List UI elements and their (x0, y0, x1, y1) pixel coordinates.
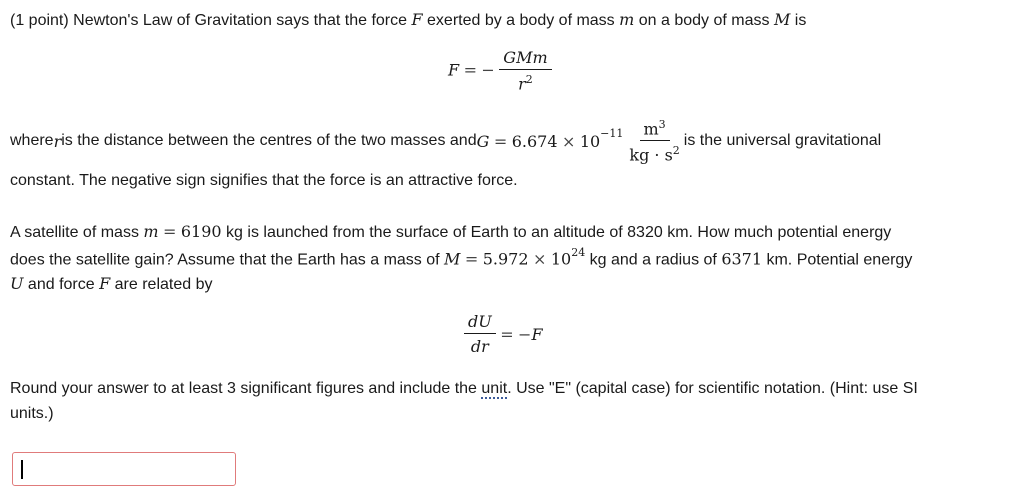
earth-mass-value: 5.972 (482, 249, 529, 269)
intro-text: (1 point) Newton's Law of Gravitation says that the force F exerted by a body of mass m on a body of mass M is (10, 10, 807, 29)
math-G: G (476, 131, 490, 151)
formula-denominator: r (518, 74, 526, 94)
constant-line: constant. The negative sign signifies that the force is an attractive force. (10, 172, 518, 189)
potential-force-formula: $\frac{dU}{dr}$ = − F (464, 312, 543, 356)
formula-numerator: GMm (499, 48, 551, 70)
math-F: F (411, 10, 423, 29)
where-line: where r is the distance between the centres of the two masses and G = 6.674 × 10 $^{-11}$ $\frac{m^3}{kg \cdot s^2}$ is the universal gravitational (10, 118, 882, 165)
unit-help-link[interactable]: unit (481, 380, 508, 397)
gravitation-formula (448, 48, 552, 94)
G-unit-fraction: $\frac{m^3}{kg \cdot s^2}$ (629, 118, 680, 165)
math-m: m (619, 10, 635, 29)
earth-radius: 6371 (721, 249, 763, 269)
derivative-fraction: $\frac{dU}{dr}$ (464, 312, 496, 356)
instructions-line-1: Round your answer to at least 3 significant figures and include the unit. Use "E" (capital case) for scientific notation. (Hint: use SI (10, 380, 918, 397)
problem-line-3: U and force F are related by (10, 274, 213, 293)
formula-fraction: $\frac{\text{GMm}}{r^2}$ (499, 48, 551, 94)
math-M: M (773, 10, 791, 29)
text-caret (21, 460, 23, 479)
formula-equals: = (463, 60, 477, 80)
problem-line-2: does the satellite gain? Assume that the Earth has a mass of $M = 5.972 \times 10^{24}$ kg and a radius of 6371 km. Potential energy (10, 246, 913, 269)
formula-minus: − (481, 60, 495, 80)
formula-lhs: F (448, 60, 460, 80)
problem-line-1: A satellite of mass m = 6190 kg is launched from the surface of Earth to an altitude of 8320 km. How much potential energy (10, 222, 892, 241)
G-value: 6.674 (511, 131, 558, 151)
satellite-mass: 6190 (180, 222, 222, 241)
answer-input[interactable] (12, 452, 236, 486)
instructions-line-2: units.) (10, 405, 54, 422)
